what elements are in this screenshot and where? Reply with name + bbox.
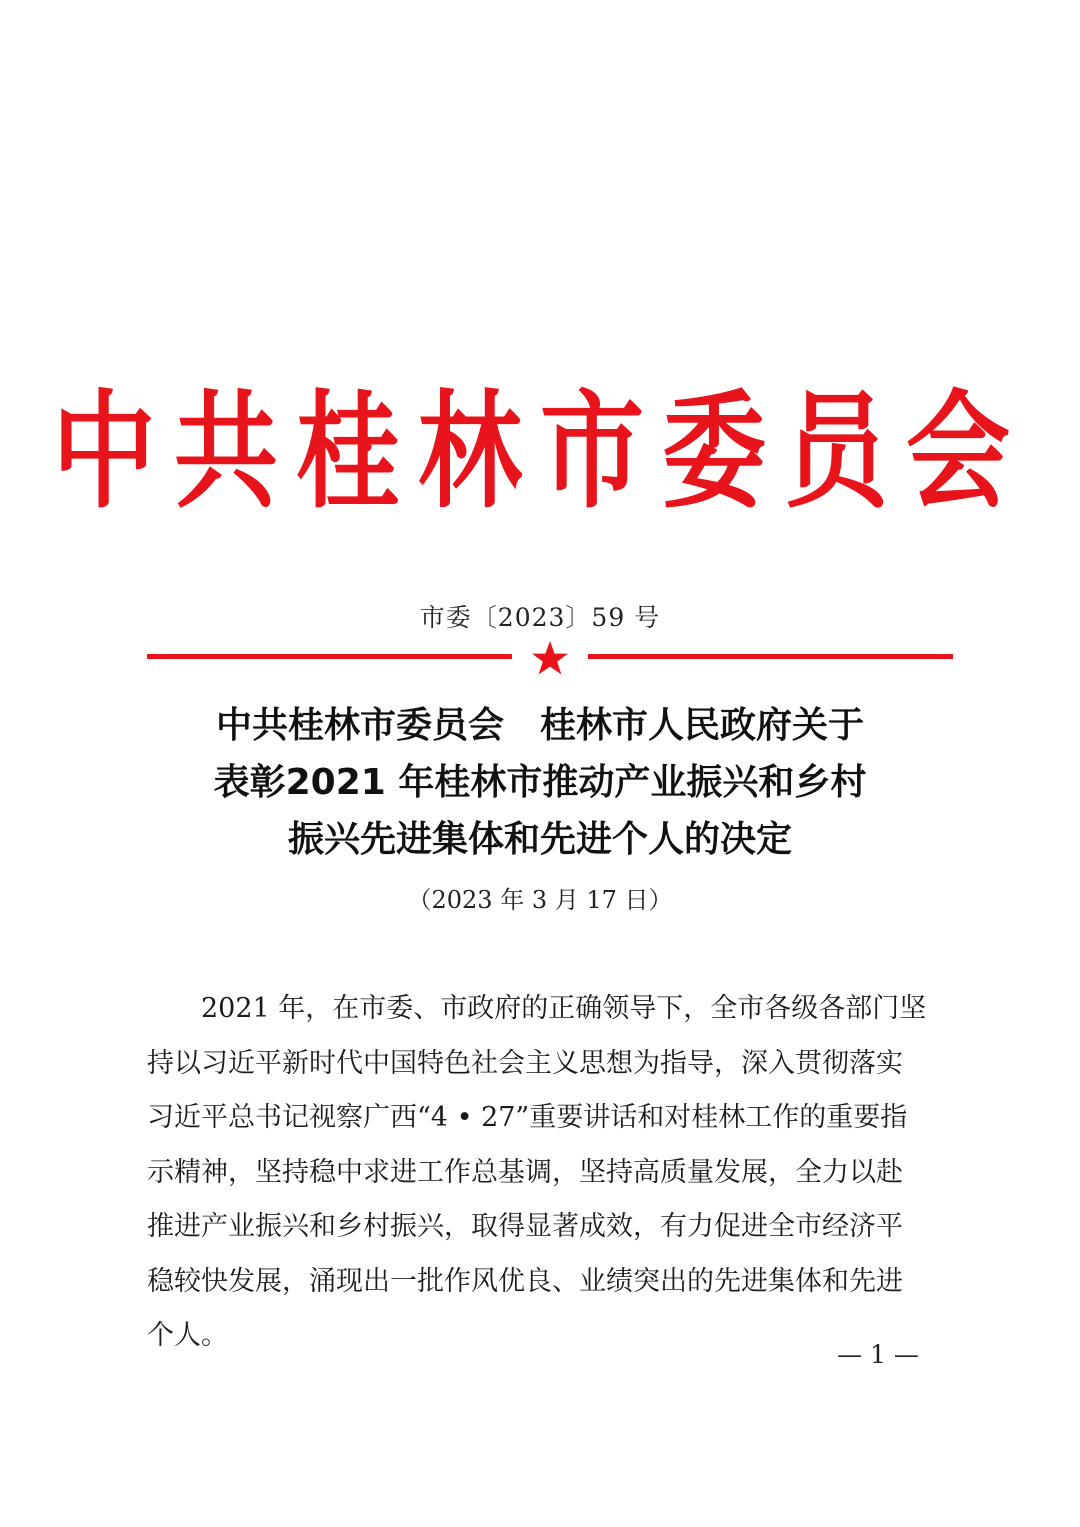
body-line: 推进产业振兴和乡村振兴，取得显著成效，有力促进全市经济平	[147, 1211, 903, 1242]
page-number: — 1 —	[837, 1340, 919, 1369]
body-line: 持以习近平新时代中国特色社会主义思想为指导，深入贯彻落实	[147, 1047, 903, 1079]
separator-rule-right	[588, 654, 953, 659]
star-icon	[530, 640, 570, 676]
document-number: 市委〔2023〕59 号	[419, 603, 661, 632]
body-line: 示精神，坚持稳中求进工作总基调，坚持高质量发展，全力以赴	[147, 1156, 903, 1188]
title-line: 表彰2021 年桂林市推动产业振兴和乡村	[213, 762, 867, 803]
title-line: 中共桂林市委员会 桂林市人民政府关于	[215, 705, 864, 746]
body-line: 个人。	[147, 1320, 228, 1351]
title-line: 振兴先进集体和先进个人的决定	[287, 819, 792, 860]
body-line: 2021 年，在市委、市政府的正确领导下，全市各级各部门坚	[147, 993, 927, 1024]
separator-rule-left	[147, 654, 512, 659]
body-paragraph	[147, 982, 967, 1364]
issuing-organization-masthead: 中共桂林市委员会	[51, 377, 1028, 526]
body-line: 习近平总书记视察广西“4 • 27”重要讲话和对桂林工作的重要指	[147, 1102, 908, 1133]
red-separator	[147, 640, 953, 676]
body-line: 稳较快发展，涌现出一批作风优良、业绩突出的先进集体和先进	[147, 1265, 903, 1297]
issue-date: （2023 年 3 月 17 日）	[407, 886, 673, 914]
document-title	[0, 697, 1080, 868]
